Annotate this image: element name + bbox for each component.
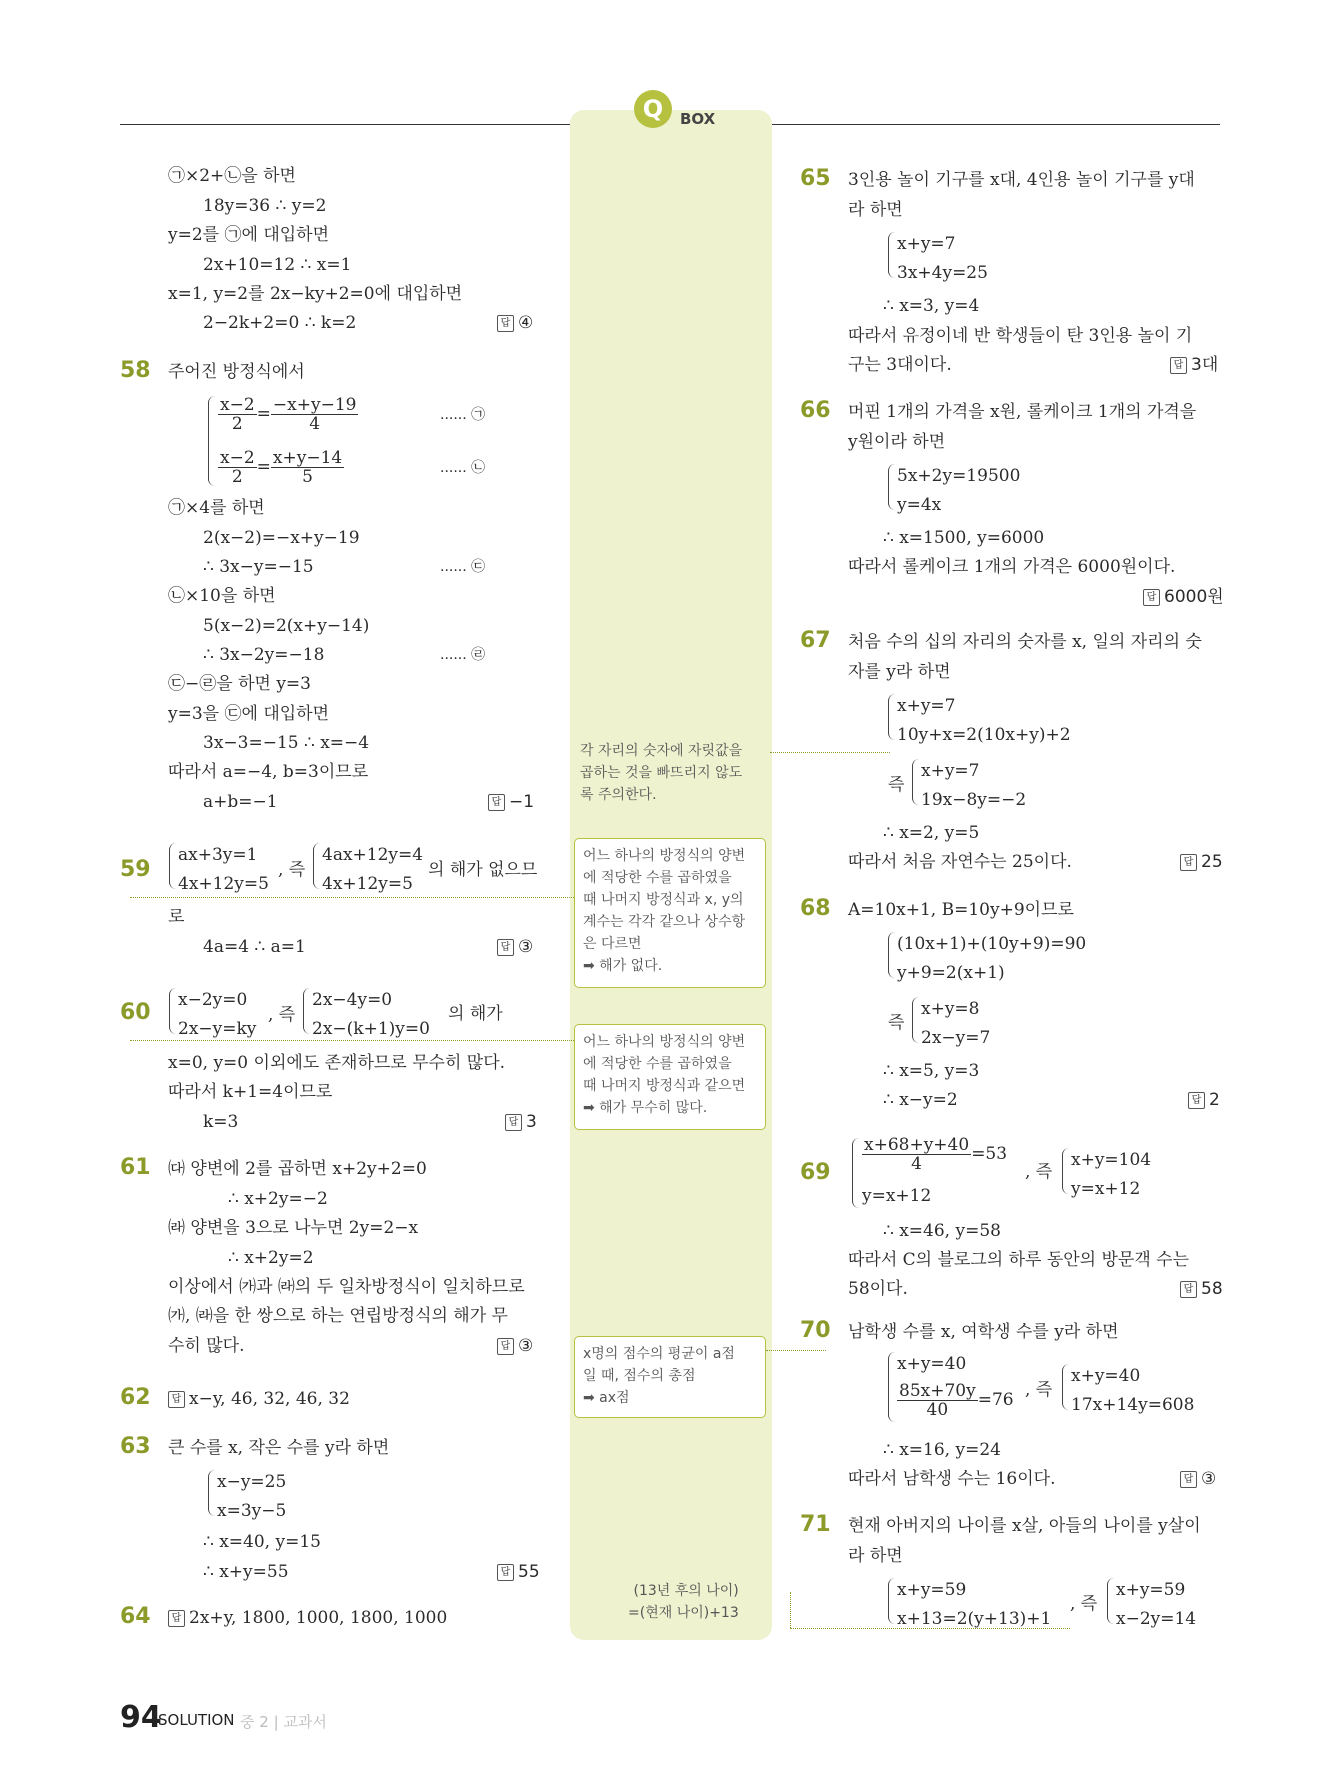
equation: 4x+12y=5 (322, 874, 413, 894)
qbox-note-box: x명의 점수의 평균이 a점 일 때, 점수의 총점 ➡ ax점 (574, 1336, 766, 1418)
qbox-note-box: 어느 하나의 방정식의 양변 에 적당한 수를 곱하였을 때 나머지 방정식과 x, y의 계수는 각각 같으나 상수항 은 다르면 ➡ 해가 없다. (574, 838, 766, 988)
system-brace (888, 932, 895, 978)
text-line: , 즉 (268, 1005, 296, 1025)
answer-mark: 답 x−y, 46, 32, 46, 32 (168, 1389, 350, 1409)
text-line: ∴ x=1500, y=6000 (883, 528, 1045, 548)
qbox-note: 각 자리의 숫자에 자릿값을 곱하는 것을 빠뜨리지 않도 록 주의한다. (580, 743, 743, 803)
equation: x−2y=14 (1116, 1609, 1197, 1629)
problem-number: 64 (120, 1604, 151, 1629)
equation: x+y=7 (921, 761, 980, 781)
text-line: ∴ x−y=2 (883, 1090, 958, 1110)
footer-sublabel: 중 2 | 교과서 (240, 1713, 327, 1731)
system-brace (208, 396, 215, 486)
text-line: ㈑ 양변을 3으로 나누면 2y=2−x (168, 1218, 419, 1238)
answer-mark: 답 6000원 (1143, 587, 1224, 607)
system-brace (313, 843, 320, 889)
text-line: , 즉 (278, 860, 306, 880)
equation: $\frac{85x+70y}{40}$ =76 (899, 1381, 1014, 1420)
text-line: 이상에서 ㈎과 ㈑의 두 일차방정식이 일치하므로 (168, 1277, 525, 1297)
equation: 4x+12y=5 (178, 874, 269, 894)
text-line: , 즉 (1025, 1162, 1053, 1182)
problem-number: 63 (120, 1434, 151, 1459)
equation-mark: ...... ㉠ (440, 407, 486, 423)
equation: x+y=59 (1116, 1580, 1186, 1600)
system-brace (169, 843, 176, 889)
answer-icon: 답 (168, 1391, 185, 1408)
text-line: ∴ x+2y=−2 (228, 1189, 328, 1209)
equation-mark: ...... ㉡ (440, 460, 486, 476)
text-line: ∴ x=40, y=15 (203, 1532, 321, 1552)
text-line: a+b=−1 (203, 792, 278, 812)
answer-icon: 답 (1180, 1281, 1197, 1298)
equation: 19x−8y=−2 (921, 790, 1027, 810)
text-line: ∴ x=46, y=58 (883, 1221, 1001, 1241)
equation: x+y=40 (897, 1354, 967, 1374)
answer-mark: 답 58 (1180, 1279, 1223, 1299)
text-line: 수히 많다. (168, 1336, 245, 1356)
text-line: 따라서 롤케이크 1개의 가격은 6000원이다. (848, 557, 1176, 577)
problem-number: 66 (800, 398, 831, 423)
equation: x+y=7 (897, 696, 956, 716)
system-brace (1062, 1148, 1069, 1194)
answer-icon: 답 (1180, 854, 1197, 871)
text-line: 구는 3대이다. (848, 355, 952, 375)
answer-mark: 답 ③ (497, 1336, 533, 1356)
equation: x=3y−5 (217, 1501, 287, 1521)
text-line: 따라서 처음 자연수는 25이다. (848, 852, 1072, 872)
problem-number: 67 (800, 628, 831, 653)
system-brace (888, 232, 895, 278)
text-line: 2(x−2)=−x+y−19 (203, 528, 360, 548)
equation: 5x+2y=19500 (897, 466, 1021, 486)
text-line: 3x−3=−15 ∴ x=−4 (203, 733, 370, 753)
answer-icon: 답 (497, 1338, 514, 1355)
equation: x+y=104 (1071, 1150, 1152, 1170)
problem-number: 69 (800, 1160, 831, 1185)
text-line: 남학생 수를 x, 여학생 수를 y라 하면 (848, 1322, 1119, 1342)
system-brace (208, 1470, 215, 1516)
system-brace (888, 1578, 895, 1624)
system-brace (888, 694, 895, 740)
equation: x−y=25 (217, 1472, 287, 1492)
equation: 2x−y=7 (921, 1028, 991, 1048)
text-line: x=1, y=2를 2x−ky+2=0에 대입하면 (168, 284, 463, 304)
answer-mark: 답 3대 (1170, 355, 1218, 375)
equation: y=x+12 (862, 1186, 932, 1206)
equation-mark: ...... ㉢ (440, 559, 486, 575)
text-line: 자를 y라 하면 (848, 662, 951, 682)
qbox-note: (13년 후의 나이) =(현재 나이)+13 (628, 1583, 739, 1621)
answer-mark: 답 −1 (488, 792, 534, 812)
text-line: 2x+10=12 ∴ x=1 (203, 255, 352, 275)
equation: y=x+12 (1071, 1179, 1141, 1199)
answer-mark: 답 55 (497, 1562, 540, 1582)
text-line: 따라서 유정이네 반 학생들이 탄 3인용 놀이 기 (848, 326, 1193, 346)
answer-icon: 답 (1170, 357, 1187, 374)
text-line: , 즉 (1025, 1380, 1053, 1400)
text-line: ∴ x=3, y=4 (883, 296, 980, 316)
answer-icon: 답 (497, 939, 514, 956)
text-line: ∴ x=16, y=24 (883, 1440, 1001, 1460)
answer-icon: 답 (497, 315, 514, 332)
answer-mark: 답 ④ (497, 313, 533, 333)
equation: 3x+4y=25 (897, 263, 988, 283)
text-line: ∴ x=2, y=5 (883, 823, 980, 843)
text-line: 로 (168, 907, 185, 927)
answer-mark: 답 3 (505, 1112, 537, 1132)
equation: 10y+x=2(10x+y)+2 (897, 725, 1071, 745)
equation: 17x+14y=608 (1071, 1395, 1195, 1415)
connector-line (130, 897, 574, 898)
connector-line (766, 1350, 826, 1351)
system-brace (912, 759, 919, 805)
problem-number: 58 (120, 358, 151, 383)
answer-icon: 답 (497, 1564, 514, 1581)
text-line: 따라서 C의 블로그의 하루 동안의 방문객 수는 (848, 1250, 1190, 1270)
text-line: ㉢−㉣을 하면 y=3 (168, 674, 311, 694)
text-line: 3인용 놀이 기구를 x대, 4인용 놀이 기구를 y대 (848, 170, 1195, 190)
text-line: 큰 수를 x, 작은 수를 y라 하면 (168, 1438, 390, 1458)
text-line: ∴ x+y=55 (203, 1562, 289, 1582)
text-line: 4a=4 ∴ a=1 (203, 937, 306, 957)
answer-icon: 답 (1143, 589, 1160, 606)
text-line: ∴ x=5, y=3 (883, 1061, 980, 1081)
equation: x+y=7 (897, 234, 956, 254)
system-brace (888, 1352, 895, 1422)
text-line: ㉠×4를 하면 (168, 498, 265, 518)
answer-icon: 답 (1180, 1471, 1197, 1488)
text-line: ㉡×10을 하면 (168, 586, 276, 606)
equation: y=4x (897, 495, 942, 515)
connector-line (130, 1040, 574, 1041)
qbox-q-icon: Q (634, 90, 672, 128)
system-brace (169, 988, 176, 1034)
text-line: 주어진 방정식에서 (168, 362, 305, 382)
text-line: ∴ 3x−2y=−18 (203, 645, 325, 665)
text-line: k=3 (203, 1112, 239, 1132)
text-line: ∴ x+2y=2 (228, 1248, 314, 1268)
text-line: ㈎, ㈑을 한 쌍으로 하는 연립방정식의 해가 무 (168, 1306, 508, 1326)
problem-number: 65 (800, 166, 831, 191)
answer-icon: 답 (1188, 1092, 1205, 1109)
text-line: 따라서 a=−4, b=3이므로 (168, 762, 369, 782)
equation: $\frac{x-2}{2}$ = $\frac{-x+y-19}{4}$ (220, 395, 357, 434)
equation: x−2y=0 (178, 990, 248, 1010)
equation: x+y=59 (897, 1580, 967, 1600)
problem-number: 60 (120, 1000, 151, 1025)
text-line: 즉 (888, 1013, 905, 1033)
problem-number: 59 (120, 857, 151, 882)
answer-icon: 답 (168, 1610, 185, 1627)
text-line: y=3을 ㉢에 대입하면 (168, 704, 330, 724)
text-line: ㈐ 양변에 2를 곱하면 x+2y+2=0 (168, 1159, 427, 1179)
equation: 2x−4y=0 (312, 990, 393, 1010)
answer-mark: 답 ③ (1180, 1469, 1216, 1489)
text-line: 의 해가 (448, 1004, 503, 1024)
text-line: y=2를 ㉠에 대입하면 (168, 225, 330, 245)
text-line: x=0, y=0 이외에도 존재하므로 무수히 많다. (168, 1053, 506, 1073)
system-brace (888, 464, 895, 510)
text-line: 18y=36 ∴ y=2 (203, 196, 327, 216)
equation: x+y=8 (921, 999, 980, 1019)
text-line: 처음 수의 십의 자리의 숫자를 x, 일의 자리의 숫 (848, 632, 1202, 652)
equation-mark: ...... ㉣ (440, 647, 486, 663)
text-line: 58이다. (848, 1279, 908, 1299)
answer-mark: 답 25 (1180, 852, 1223, 872)
text-line: A=10x+1, B=10y+9이므로 (848, 900, 1074, 920)
system-brace (303, 988, 310, 1034)
text-line: 2−2k+2=0 ∴ k=2 (203, 313, 357, 333)
system-brace (1107, 1578, 1114, 1624)
equation: ax+3y=1 (178, 845, 258, 865)
equation: y+9=2(x+1) (897, 963, 1005, 983)
text-line: 즉 (888, 775, 905, 795)
answer-icon: 답 (505, 1114, 522, 1131)
problem-number: 68 (800, 896, 831, 921)
problem-number: 61 (120, 1155, 151, 1180)
problem-number: 62 (120, 1385, 151, 1410)
qbox-label: BOX (680, 110, 716, 128)
equation: x+y=40 (1071, 1366, 1141, 1386)
text-line: 라 하면 (848, 1546, 903, 1566)
text-line: 현재 아버지의 나이를 x살, 아들의 나이를 y살이 (848, 1516, 1201, 1536)
system-brace (852, 1138, 859, 1208)
equation: 2x−(k+1)y=0 (312, 1019, 430, 1039)
text-line: 라 하면 (848, 200, 903, 220)
system-brace (1062, 1364, 1069, 1410)
connector-line (770, 752, 890, 753)
equation: 2x−y=ky (178, 1019, 257, 1039)
system-brace (912, 997, 919, 1043)
text-line: y원이라 하면 (848, 432, 946, 452)
text-line: ∴ 3x−y=−15 (203, 557, 314, 577)
connector-line (790, 1592, 791, 1628)
problem-number: 70 (800, 1318, 831, 1343)
equation: x+13=2(y+13)+1 (897, 1609, 1052, 1629)
text-line: 5(x−2)=2(x+y−14) (203, 616, 370, 636)
text-line: 머핀 1개의 가격을 x원, 롤케이크 1개의 가격을 (848, 402, 1197, 422)
equation: $\frac{x+68+y+40}{4}$ =53 (864, 1135, 1008, 1174)
text-line: 따라서 k+1=4이므로 (168, 1082, 333, 1102)
text-line: 의 해가 없으므 (428, 860, 538, 880)
text-line: 따라서 남학생 수는 16이다. (848, 1469, 1056, 1489)
answer-icon: 답 (488, 794, 505, 811)
answer-mark: 답 ③ (497, 937, 533, 957)
text-line: ㉠×2+㉡을 하면 (168, 166, 296, 186)
footer-label: SOLUTION (158, 1711, 235, 1729)
equation: 4ax+12y=4 (322, 845, 424, 865)
qbox-note-box: 어느 하나의 방정식의 양변 에 적당한 수를 곱하였을 때 나머지 방정식과 같으면 ➡ 해가 무수히 많다. (574, 1024, 766, 1130)
equation: $\frac{x-2}{2}$ = $\frac{x+y-14}{5}$ (220, 448, 343, 487)
answer-mark: 답 2x+y, 1800, 1000, 1800, 1000 (168, 1608, 447, 1628)
page-number: 94 (120, 1700, 162, 1735)
text-line: , 즉 (1070, 1594, 1098, 1614)
problem-number: 71 (800, 1512, 831, 1537)
answer-mark: 답 2 (1188, 1090, 1220, 1110)
equation: (10x+1)+(10y+9)=90 (897, 934, 1087, 954)
